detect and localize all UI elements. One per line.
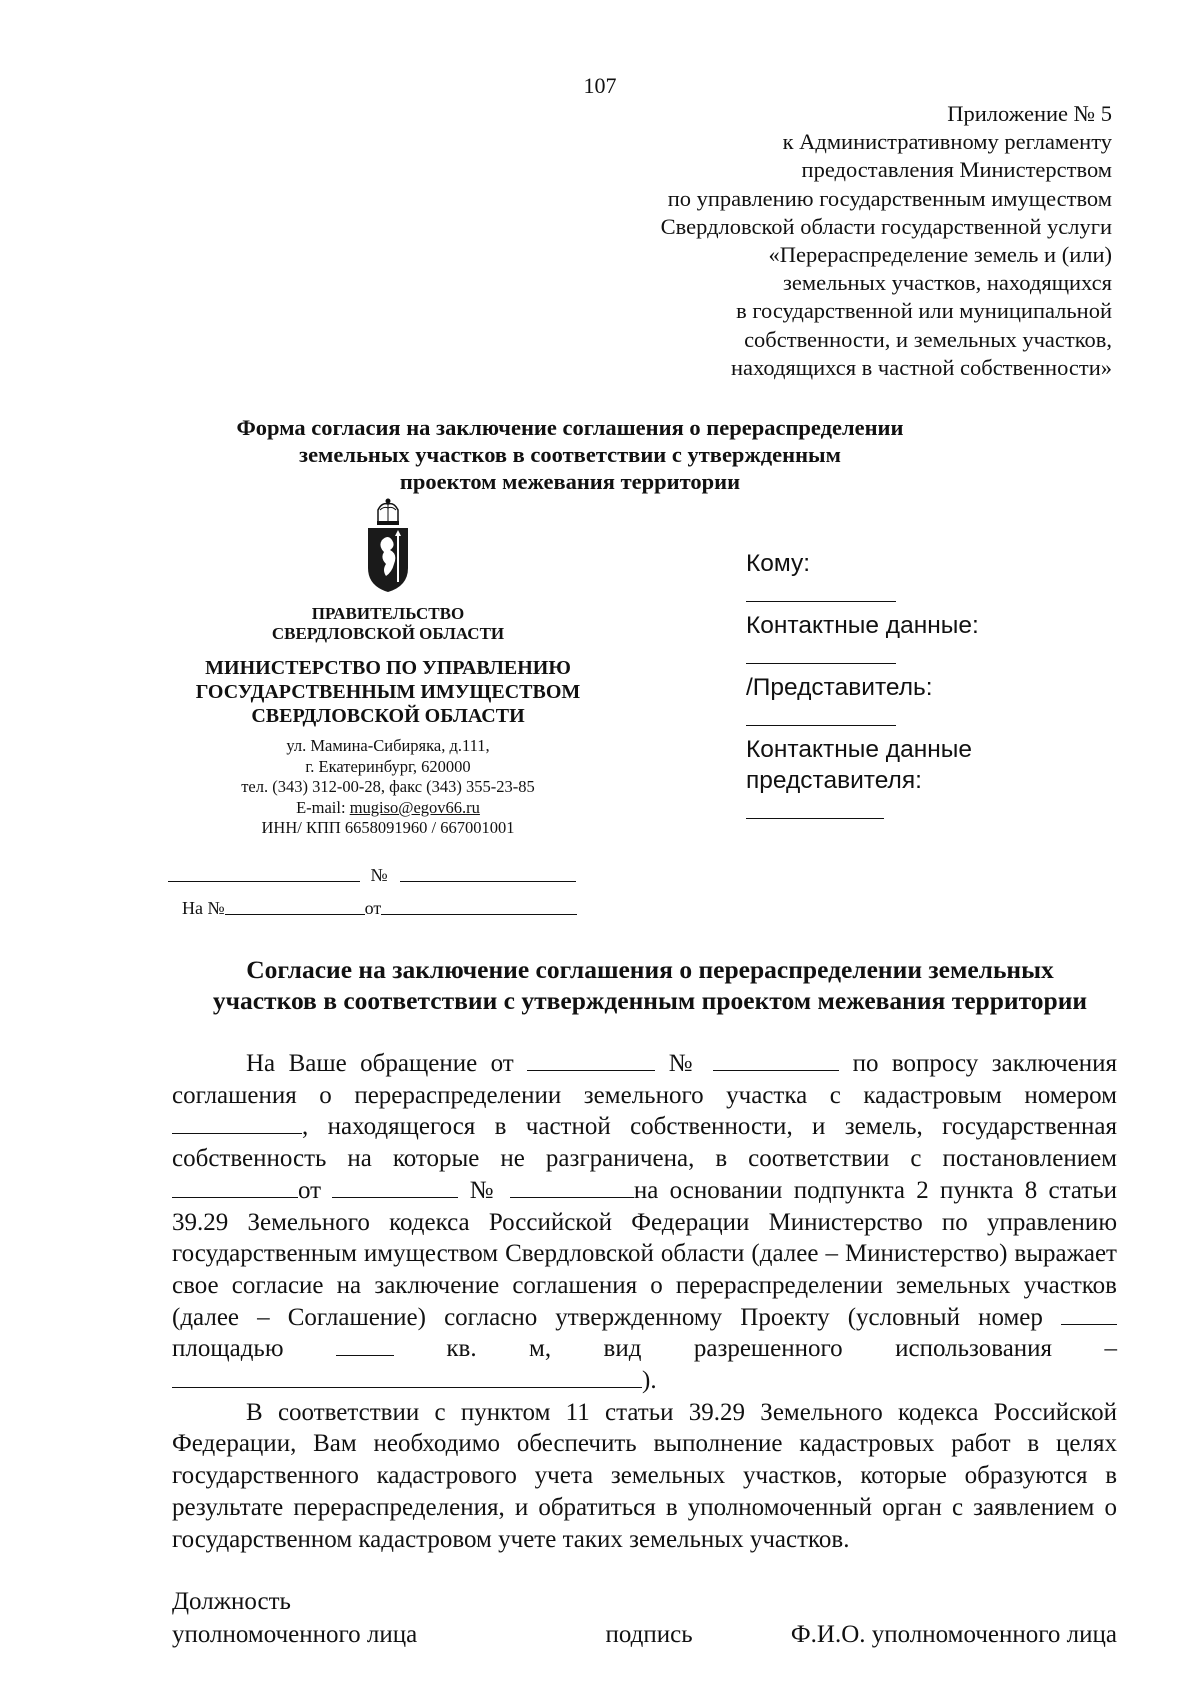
consent-title [60,954,1200,1016]
government-name [168,604,608,644]
reply-date-blank [381,913,577,915]
body-text-fragment: по вопросу заключения соглашения о перераспределении земельного участка с кадастровым номером [172,1050,1117,1109]
address-email [168,798,608,819]
body-text-fragment: площадью [172,1335,336,1363]
recipient-to-label: Кому: [746,550,811,577]
appendix-line: собственности, и земельных участков, [744,326,1112,352]
form-title-line: проектом межевания территории [399,469,741,494]
representative-contacts-blank [746,796,884,819]
email-label: E-mail: [296,797,350,817]
body-text-fragment: № [458,1176,510,1204]
outgoing-registration-line [168,865,588,886]
cadastral-number-blank [172,1132,302,1134]
recipient-to-blank [746,579,896,602]
appendix-line: по управлению государственным имуществом [667,185,1112,211]
consent-body [172,1048,1117,1555]
consent-paragraph-2: В соответствии с пунктом 11 статьи 39.29 Земельного кодекса Российской Федерации, Вам необходимо обеспечить выполнение кадастровых работ в целях государственного кадастрового учета земельных участков, которые образуются в результате перераспределения, и обратиться в уполномоченный орган с заявлением о государственном кадастровом учете таких земельных участков. [172,1398,1117,1553]
ministry-address [168,736,608,839]
representative-contacts-label-2: представителя: [746,767,922,794]
appendix-header [552,100,1112,382]
form-title [60,414,1080,495]
area-blank [336,1354,394,1356]
body-text-fragment: кв. м, вид разрешенного использования – [393,1335,1117,1363]
request-number-blank [713,1069,839,1071]
date-blank [168,880,360,882]
appendix-line: предоставления Министерством [801,157,1112,183]
body-text-fragment: , находящегося в частной собственности, и земель, государственная собственность на которые не разграничена, в соответствии с постановлением [172,1113,1117,1173]
appendix-line: Приложение № 5 [947,101,1112,126]
body-text-fragment: на основании подпункта 2 пункта 8 статьи 39.29 Земельного кодекса Российской Федерации Министерство по управлению государственным имуществом Свердловской области (далее – Министерство) выражает свое согласие на заключение соглашения о перераспределении земельных участков (далее – Соглашение) согласно утвержденному Проекту (условный номер [172,1176,1117,1331]
appendix-line: Свердловской области государственной услуги [660,213,1112,239]
page-number: 107 [583,73,617,98]
body-text-fragment: ). [642,1367,657,1395]
signature-position-line1: Должность [172,1588,291,1615]
recipient-block [746,548,1046,827]
signature-name-label: Ф.И.О. уполномоченного лица [790,1621,1117,1648]
reply-label: На № [182,898,225,918]
signature-row [172,1618,1117,1651]
address-inn: ИНН/ КПП 6658091960 / 667001001 [261,818,515,837]
signature-position-line2: уполномоченного лица [172,1621,418,1648]
appendix-line: к Административному регламенту [782,129,1112,155]
consent-paragraph-1 [172,1048,1117,1397]
ministry-name-line: СВЕРДЛОВСКОЙ ОБЛАСТИ [251,705,525,727]
appendix-line: земельных участков, находящихся [782,270,1112,296]
recipient-contacts-label: Контактные данные: [746,612,979,639]
address-phone: тел. (343) 312-00-28, факс (343) 355-23-85 [241,777,535,796]
body-text-fragment: На Ваше обращение от [246,1050,528,1077]
conditional-number-blank [1061,1323,1117,1325]
signature-label: подпись [605,1621,693,1648]
body-text-fragment: № [655,1050,714,1077]
form-title-line: земельных участков в соответствии с утвержденным [299,442,841,467]
address-city: г. Екатеринбург, 620000 [305,756,471,776]
representative-blank [746,703,896,726]
ministry-name-line: МИНИСТЕРСТВО ПО УПРАВЛЕНИЮ [205,657,571,679]
consent-title-line: участков в соответствии с утвержденным проектом межевания территории [212,986,1088,1015]
appendix-line: в государственной или муниципальной [736,298,1112,324]
permitted-use-blank [172,1386,642,1388]
recipient-contacts-blank [746,641,896,664]
reply-registration-line [182,898,602,919]
resolution-number-blank [510,1196,634,1198]
form-title-line: Форма согласия на заключение соглашения о перераспределении [236,415,904,440]
resolution-blank [172,1196,298,1198]
government-name-line: СВЕРДЛОВСКОЙ ОБЛАСТИ [271,624,505,643]
signature-block [172,1585,1117,1651]
reply-from-label: от [364,898,382,918]
number-blank [400,880,576,882]
representative-contacts-label: Контактные данные [746,736,973,763]
body-text-fragment: от [298,1176,333,1204]
letterhead [168,496,608,839]
request-date-blank [527,1069,655,1071]
appendix-line: «Перераспределение земель и (или) [768,242,1112,268]
government-name-line: ПРАВИТЕЛЬСТВО [311,604,465,623]
consent-title-line: Согласие на заключение соглашения о перераспределении земельных [246,955,1054,984]
ministry-name-line: ГОСУДАРСТВЕННЫМ ИМУЩЕСТВОМ [195,681,581,703]
resolution-date-blank [332,1196,458,1198]
number-sign: № [370,865,388,885]
ministry-name [168,656,608,728]
reply-number-blank [225,913,365,915]
email-link[interactable]: mugiso@egov66.ru [349,797,480,817]
coat-of-arms-icon [362,496,414,596]
address-street: ул. Мамина-Сибиряка, д.111, [286,736,490,755]
appendix-line: находящихся в частной собственности» [730,354,1112,380]
representative-label: /Представитель: [746,674,933,701]
